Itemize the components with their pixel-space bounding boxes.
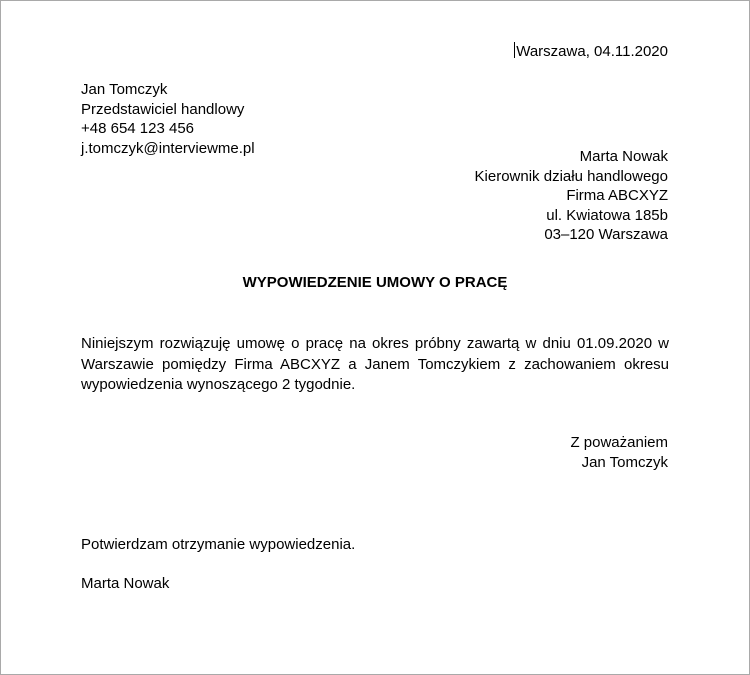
document-title: WYPOWIEDZENIE UMOWY O PRACĘ <box>242 274 508 291</box>
date-text: Warszawa, 04.11.2020 <box>516 43 668 60</box>
recipient-city: 03–120 Warszawa <box>544 226 668 243</box>
closing-signature: Jan Tomczyk <box>581 453 668 471</box>
recipient-name: Marta Nowak <box>579 148 668 165</box>
confirmation-text: Potwierdzam otrzymanie wypowiedzenia. <box>81 536 356 553</box>
document-body: Niniejszym rozwiązuję umowę o pracę na okres próbny zawartą w dniu 01.09.2020 w Warszawie pomiędzy Firma ABCXYZ a Janem Tomczykiem z zachowaniem okresu wypowiedzenia wynoszącego 2 tygodnie. <box>81 335 669 393</box>
recipient-position: Kierownik działu handlowego <box>474 167 668 185</box>
closing-block <box>570 433 668 472</box>
recipient-street: ul. Kwiatowa 185b <box>546 206 668 224</box>
recipient-block <box>475 147 668 245</box>
sender-block <box>81 80 255 158</box>
recipient-company: Firma ABCXYZ <box>566 187 668 204</box>
closing-salutation: Z poważaniem <box>570 434 668 451</box>
confirmation-signer: Marta Nowak <box>81 575 170 592</box>
sender-position: Przedstawiciel handlowy <box>81 100 245 118</box>
sender-name: Jan Tomczyk <box>81 81 168 98</box>
sender-email: j.tomczyk@interviewme.pl <box>81 139 255 157</box>
sender-phone: +48 654 123 456 <box>81 120 195 137</box>
date-line <box>514 42 668 62</box>
